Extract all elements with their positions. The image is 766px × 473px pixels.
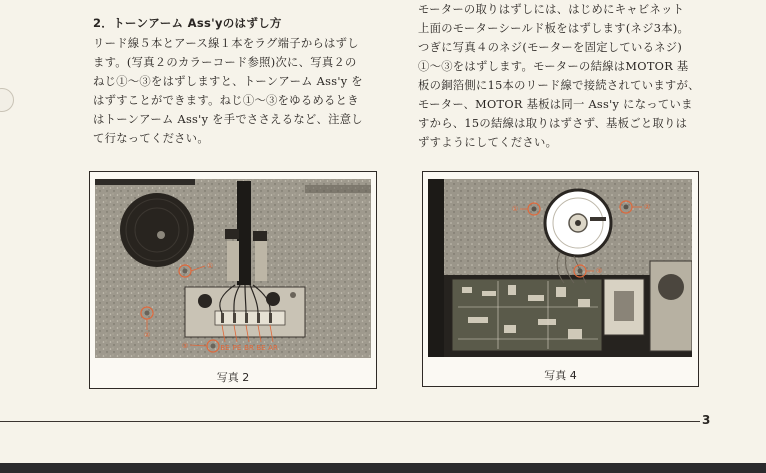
paragraph-line: はトーンアーム Ass'y を手でささえるなど、注意し <box>93 113 363 126</box>
callout-2-label: ② <box>143 331 151 339</box>
paragraph-line: ずすようにしてください。 <box>418 136 558 149</box>
paragraph-line: ①～③をはずします。モーターの結線はMOTOR 基 <box>418 60 689 73</box>
wire-label: AR <box>268 344 278 352</box>
paragraph-line: ます。(写真２のカラーコード参照)次に、写真２の <box>93 56 357 69</box>
motor-pcb <box>452 279 602 351</box>
right-column <box>418 0 718 152</box>
motor-photo <box>428 179 692 357</box>
paragraph-line: て行なってください。 <box>93 132 209 145</box>
page-number: 3 <box>702 413 711 427</box>
tonearm-shaft <box>237 181 251 285</box>
paragraph-line: はずすことができます。ねじ①～③をゆるめるとき <box>93 94 359 107</box>
wire-label: BE <box>256 344 266 352</box>
section-heading: 2．トーンアーム Ass'yのはずし方 <box>93 16 282 30</box>
left-column <box>92 14 382 148</box>
paragraph-line: ねじ①～③をはずしますと、トーンアーム Ass'y を <box>93 75 363 88</box>
tonearm-photo <box>95 179 371 358</box>
paragraph-line: モーターの取りはずしには、はじめにキャビネット <box>418 3 685 16</box>
photo-2-caption: 写真 2 <box>216 371 250 384</box>
photo-4-caption: 写真 4 <box>544 369 577 382</box>
wire-label: PE <box>232 344 242 352</box>
wire-label: BE <box>220 344 230 352</box>
paragraph-line: 板の銅箔側に15本のリード線で接続されていますが、 <box>418 79 700 92</box>
binder-hole <box>0 88 14 112</box>
paragraph-line: すから、15の結線は取りはずさず、基板ごと取りは <box>418 117 688 130</box>
scan-edge-band <box>0 463 766 473</box>
paragraph-line: つぎに写真４のネジ(モーターを固定しているネジ) <box>418 41 683 54</box>
callout-3-label: ③ <box>595 267 603 275</box>
callout-1-label: ① <box>206 262 214 270</box>
callout-2-label: ② <box>643 203 651 211</box>
photo-2-figure <box>89 171 377 389</box>
paragraph-line: モーター、MOTOR 基板は同一 Ass'y になっていま <box>418 98 693 111</box>
footer-rule <box>0 421 700 422</box>
callout-3-label: ③ <box>181 342 189 350</box>
paragraph-line: 上面のモーターシールド板をはずします(ネジ3本)。 <box>418 22 690 35</box>
wire-label: BR <box>244 344 254 352</box>
platter-shaft-disc <box>120 193 194 267</box>
paragraph-line: リード線５本とアース線１本をラグ端子からはずし <box>93 37 359 50</box>
callout-1-label: ① <box>511 205 519 213</box>
lug-terminal <box>215 311 285 325</box>
photo-4-figure <box>422 171 699 387</box>
